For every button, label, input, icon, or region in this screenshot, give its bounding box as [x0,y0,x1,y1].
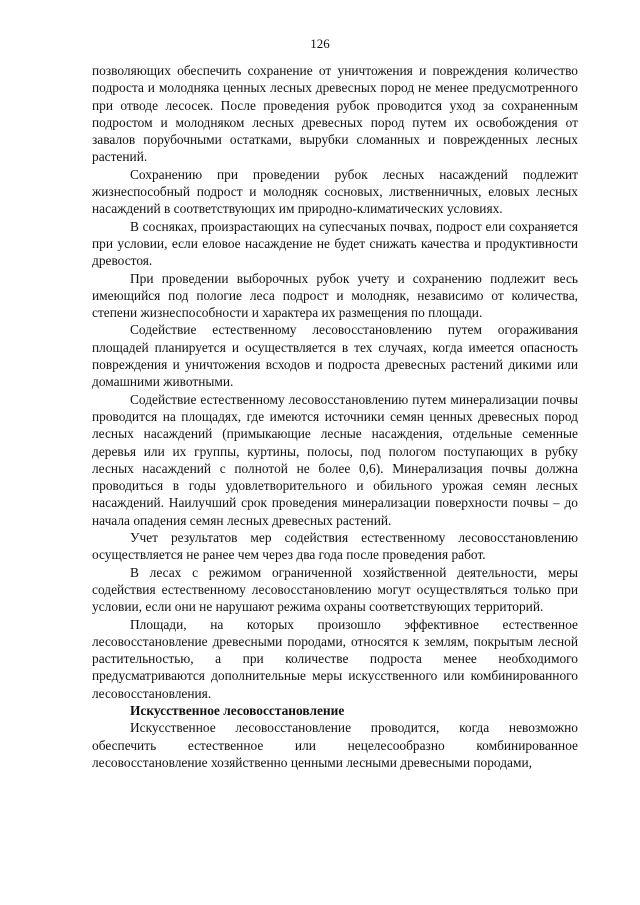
paragraph-7: Учет результатов мер содействия естественному лесовосстановлению осуществляется не ранее чем через два года после проведения работ. [92,530,578,563]
section-heading: Искусственное лесовосстановление [130,702,345,718]
paragraph-6: Содействие естественному лесовосстановлению путем минерализации почвы проводится на площадях, где имеются источники семян ценных древесных пород лесных насаждений (примыкающие лесные насаждения, отдельные семенные деревья или их группы, куртины, полосы, под пологом поступающих в рубку лесных насаждений с полнотой не более 0,6). Минерализация почвы должна проводиться в годы удовлетворительного и обильного урожая семян лесных насаждений. Наилучший срок проведения минерализации поверхности почвы – до начала опадения семян лесных древесных растений. [92,391,578,528]
paragraph-4: При проведении выборочных рубок учету и сохранению подлежит весь имеющийся под пологие леса подрост и молодняк, независимо от количества, степени жизнеспособности и характера их размещения по площади. [92,270,578,321]
paragraph-5: Содействие естественному лесовосстановлению путем огораживания площадей планируется и осуществляется в тех случаях, когда имеется опасность повреждения и уничтожения всходов и подроста древесных растений дикими или домашними животными. [92,322,578,390]
page-number: 126 [310,36,330,51]
paragraph-3: В сосняках, произрастающих на супесчаных почвах, подрост ели сохраняется при условии, если еловое насаждение не будет снижать качества и продуктивности древостоя. [92,218,578,269]
paragraph-1: позволяющих обеспечить сохранение от уничтожения и повреждения количество подроста и молодняка ценных лесных древесных пород не менее предусмотренного при отводе лесосек. После проведения рубок проводится уход за сохраненным подростом и молодняком лесных древесных пород путем их освобождения от завалов порубочными остатками, вырубки сломанных и поврежденных лесных растений. [92,63,578,165]
paragraph-9: Площади, на которых произошло эффективное естественное лесовосстановление древесными породами, относятся к землям, покрытым лесной растительностью, а при количестве подроста менее необходимого предусматриваются дополнительные меры искусственного или комбинированного лесовосстановления. [92,616,578,701]
page-body [92,62,578,771]
paragraph-2: Сохранению при проведении рубок лесных насаждений подлежит жизнеспособный подрост и молодняк сосновых, лиственничных, еловых лесных насаждений в соответствующих им природно-климатических условиях. [92,166,578,217]
paragraph-8: В лесах с режимом ограниченной хозяйственной деятельности, меры содействия естественному лесовосстановлению могут осуществляться только при условии, если они не нарушают режима охраны соответствующих территорий. [92,564,578,615]
paragraph-final: Искусственное лесовосстановление проводится, когда невозможно обеспечить естественное или нецелесообразно комбинированное лесовосстановление хозяйственно ценными лесными древесными породами, [92,720,578,770]
